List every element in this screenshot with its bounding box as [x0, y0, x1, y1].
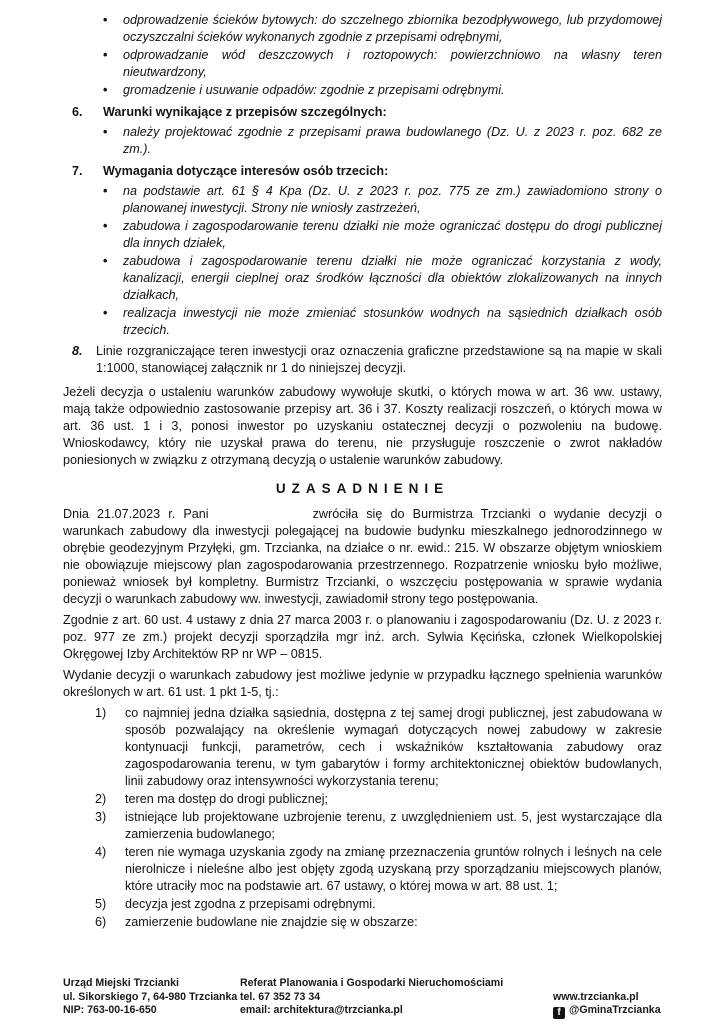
footer-facebook-line: [553, 1004, 711, 1019]
intro-bullet-list: [63, 12, 662, 99]
bullet-icon: •: [103, 219, 108, 233]
paragraph-legal-effects: Jeżeli decyzja o ustaleniu warunków zabudowy wywołuje skutki, o których mowa w art. 36 ww. ustawy, mają także odpowiednio zastosowanie przepisy art. 36 i 37. Koszty realizacji roszczeń, o których mowa w art. 36 ust. 1 i 3, ponosi inwestor po uzyskaniu ostatecznej decyzji o pozwoleniu na budowę. Wnioskodawcy, który nie uzyskał prawa do terenu, nie przysługuje roszczenie o zwrot nakładów poniesionych w związku z otrzymaną decyzją o ustalenie warunków zabudowy.: [63, 385, 662, 467]
bullet-text: zabudowa i zagospodarowanie terenu działki nie może ograniczać korzystania z wody, kanalizacji, energii cieplnej oraz środków łączności dla obiektów zlokalizowanych na innych działkach,: [123, 254, 662, 302]
footer-web-column: [553, 977, 711, 1019]
condition-text: zamierzenie budowlane nie znajdzie się w obszarze:: [125, 915, 418, 929]
footer-office-column: [63, 977, 240, 1019]
condition-number: 2): [95, 792, 107, 806]
condition-item: [63, 844, 662, 895]
bullet-icon: •: [103, 83, 108, 97]
bullet-text: odprowadzanie wód deszczowych i roztopowych: powierzchniowo na własny teren nieutwardzony,: [123, 48, 662, 79]
condition-text: decyzja jest zgodna z przepisami odrębnymi.: [125, 897, 376, 911]
condition-number: 4): [95, 845, 107, 859]
section-number: 7.: [72, 164, 83, 178]
section-number: 8.: [72, 344, 83, 358]
condition-item: [63, 896, 662, 913]
list-item: [63, 47, 662, 81]
footer-email: email: architektura@trzcianka.pl: [240, 1004, 403, 1016]
bullet-text: na podstawie art. 61 § 4 Kpa (Dz. U. z 2023 r. poz. 775 ze zm.) zawiadomiono strony o planowanej inwestycji. Strony nie wniosły zastrzeżeń,: [123, 184, 662, 215]
bullet-text: zabudowa i zagospodarowanie terenu działki nie może ograniczać dostępu do drogi publicznej dla innych działek,: [123, 219, 662, 250]
paragraph-text-after-redaction: zwróciła się do Burmistrza Trzcianki o wydanie decyzji o warunkach zabudowy dla inwestycji polegającej na budowie budynku mieszkalnego jednorodzinnego w obrębie geodezyjnym Przyłęki, gm. Trzcianka, na działce o nr. ewid.: 215. W obszarze objętym wnioskiem nie obowiązuje miejscowy plan zagospodarowania przestrzennego. Rozpatrzenie wniosku było możliwe, ponieważ wniosek był kompletny. Burmistrz Trzcianki, o wszczęciu postępowania w sprawie wydania decyzji o warunkach zabudowy ww. inwestycji, zawiadomił strony tego postępowania.: [63, 507, 663, 606]
paragraph-text-before-redaction: Dnia 21.07.2023 r. Pani: [63, 507, 209, 521]
bullet-text: odprowadzenie ścieków bytowych: do szczelnego zbiornika bezodpływowego, lub przydomowej oczyszczalni ścieków wykonanych zgodnie z przepisami odrębnymi,: [123, 13, 662, 44]
justification-heading: UZASADNIENIE: [275, 481, 450, 496]
list-item: [63, 12, 662, 46]
condition-text: teren ma dostęp do drogi publicznej;: [125, 792, 329, 806]
footer-office-nip: NIP: 763-00-16-650: [63, 1004, 157, 1016]
footer-department-column: [240, 977, 553, 1019]
condition-text: co najmniej jedna działka sąsiednia, dostępna z tej samej drogi publicznej, jest zabudowana w sposób pozwalający na określenie wymagań dotyczących nowej zabudowy w zakresie kontynuacji funkcji, parametrów, cech i wskaźników kształtowania zabudowy oraz zagospodarowania terenu, w tym gabarytów i formy architektonicznej obiektów budowlanych, linii zabudowy oraz intensywności wykorzystania terenu;: [125, 706, 662, 788]
condition-number: 1): [95, 706, 107, 720]
footer-facebook-handle: @GminaTrzcianka: [569, 1004, 661, 1016]
footer-department-name: Referat Planowania i Gospodarki Nieruchomościami: [240, 977, 504, 989]
condition-item: [63, 809, 662, 843]
section-6-bullet-list: [63, 124, 662, 158]
condition-number: 6): [95, 915, 107, 929]
bullet-icon: •: [103, 306, 108, 320]
list-item: [63, 218, 662, 252]
bullet-text: realizacja inwestycji nie może zmieniać stosunków wodnych na sąsiednich działkach osób trzecich.: [123, 306, 662, 337]
bullet-icon: •: [103, 13, 108, 27]
list-item: [63, 305, 662, 339]
footer-website: www.trzcianka.pl: [553, 990, 639, 1003]
footer-office-name: Urząd Miejski Trzcianki: [63, 977, 179, 989]
section-7-heading-row: [63, 163, 662, 180]
list-item: [63, 253, 662, 304]
bullet-icon: •: [103, 184, 108, 198]
condition-item: [63, 914, 662, 931]
section-heading: Warunki wynikające z przepisów szczególnych:: [103, 105, 387, 119]
section-heading: Wymagania dotyczące interesów osób trzecich:: [103, 164, 389, 178]
document-footer: [63, 977, 711, 1019]
paragraph-justification-1: [63, 506, 662, 608]
condition-text: teren nie wymaga uzyskania zgody na zmianę przeznaczenia gruntów rolnych i leśnych na cele nierolnicze i nieleśne albo jest objęty zgodą uzyskaną przy sporządzaniu miejscowych planów, które utraciły moc na podstawie art. 67 ustawy, o której mowa w art. 88 ust. 1;: [125, 845, 662, 893]
bullet-icon: •: [103, 48, 108, 62]
paragraph-justification-2: Zgodnie z art. 60 ust. 4 ustawy z dnia 27 marca 2003 r. o planowaniu i zagospodarowaniu (Dz. U. z 2023 r. poz. 977 ze zm.) projekt decyzji sporządziła mgr inż. arch. Sylwia Kęcińska, członek Wielkopolskiej Okręgowej Izby Architektów RP nr WP – 0815.: [63, 613, 662, 661]
condition-number: 3): [95, 810, 107, 824]
document-body: [63, 12, 662, 932]
paragraph-justification-3: Wydanie decyzji o warunkach zabudowy jest możliwe jedynie w przypadku łącznego spełnienia warunków określonych w art. 61 ust. 1 pkt 1-5, tj.:: [63, 668, 662, 699]
list-item: [63, 124, 662, 158]
facebook-icon: f: [553, 1007, 565, 1019]
condition-item: [63, 791, 662, 808]
section-6-heading-row: [63, 104, 662, 121]
condition-item: [63, 705, 662, 790]
conditions-list: [63, 705, 662, 931]
bullet-text: należy projektować zgodnie z przepisami prawa budowlanego (Dz. U. z 2023 r. poz. 682 ze zm.).: [123, 125, 662, 156]
section-number: 6.: [72, 105, 83, 119]
section-7-bullet-list: [63, 183, 662, 339]
section-text: Linie rozgraniczające teren inwestycji oraz oznaczenia graficzne przedstawione są na mapie w skali 1:1000, stanowiącej załącznik nr 1 do niniejszej decyzji.: [96, 344, 662, 375]
list-item: [63, 82, 662, 99]
section-8-row: [63, 343, 662, 377]
condition-text: istniejące lub projektowane uzbrojenie terenu, z uwzględnieniem ust. 5, jest wystarczające dla zamierzenia budowlanego;: [125, 810, 662, 841]
footer-phone: tel. 67 352 73 34: [240, 990, 321, 1003]
bullet-icon: •: [103, 125, 108, 139]
bullet-text: gromadzenie i usuwanie odpadów: zgodnie z przepisami odrębnymi.: [123, 83, 505, 97]
footer-office-address: ul. Sikorskiego 7, 64-980 Trzcianka: [63, 990, 238, 1003]
bullet-icon: •: [103, 254, 108, 268]
condition-number: 5): [95, 897, 107, 911]
list-item: [63, 183, 662, 217]
